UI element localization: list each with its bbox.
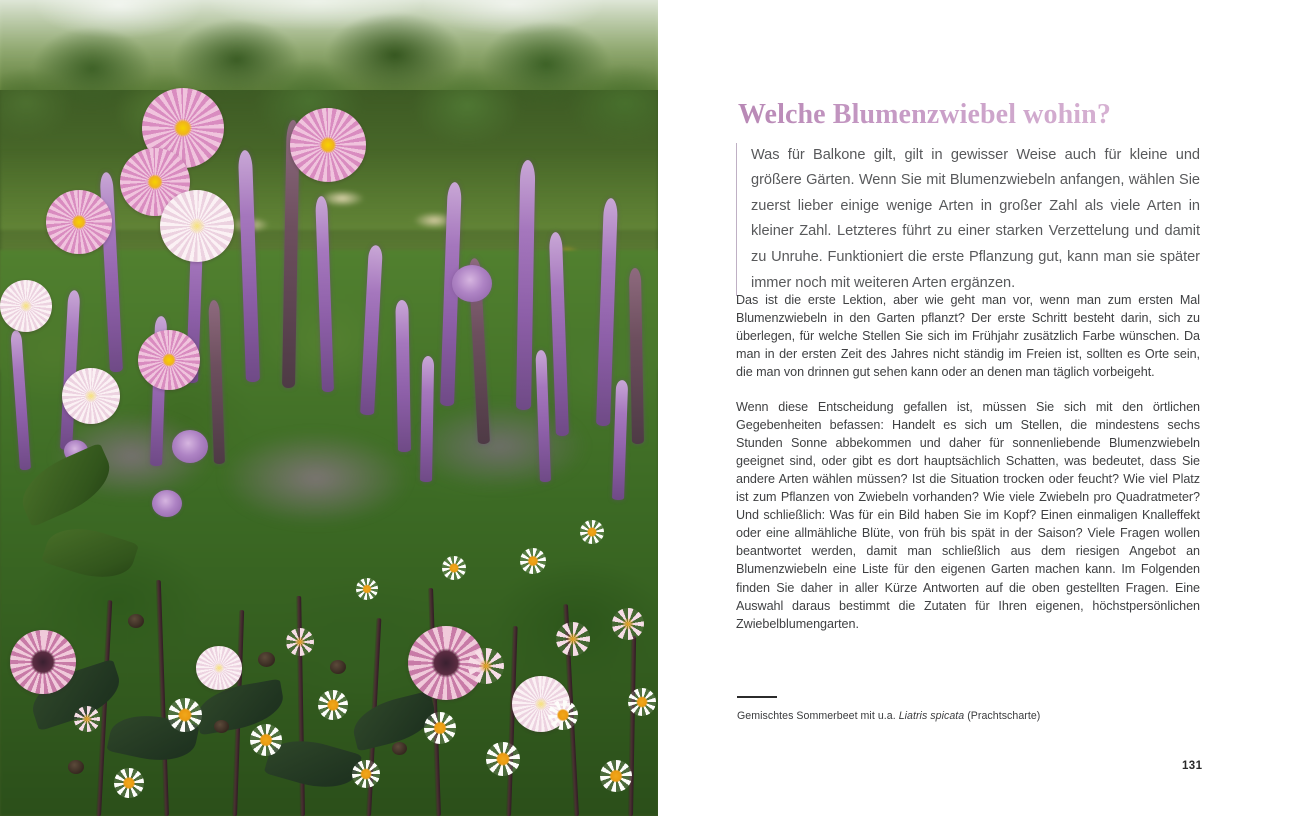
page-title: Welche Blumenzwiebel wohin? xyxy=(738,98,1111,130)
seed-head xyxy=(68,760,84,774)
gaura-flower xyxy=(352,760,380,788)
gaura-flower xyxy=(580,520,604,544)
dahlia-flower xyxy=(160,190,234,262)
gaura-flower xyxy=(74,706,100,732)
gaura-flower xyxy=(628,688,656,716)
gaura-flower xyxy=(486,742,520,776)
gaura-flower xyxy=(424,712,456,744)
seed-head xyxy=(330,660,346,674)
page-number: 131 xyxy=(1182,760,1203,772)
liatris-spike xyxy=(420,356,434,482)
dahlia-flower xyxy=(290,108,366,182)
gaura-flower xyxy=(548,700,578,730)
gaura-flower xyxy=(556,622,590,656)
allium-head xyxy=(452,265,492,302)
text-column xyxy=(736,0,1203,816)
intro-paragraph: Was für Balkone gilt, gilt in gewisser Weise auch für kleine und größere Gärten. Wenn Sie mit Blumenzwiebeln anfangen, wählen Sie zuerst lieber einige wenige Arten in großer Zahl als viele Arten in kleiner Zahl. Letzteres führt zu einer starken Verzettelung und damit zu Unruhe. Funktioniert die erste Pflanzung gut, kann man sie später immer noch mit weiteren Arten ergänzen. xyxy=(736,143,1200,297)
caption-suffix: (Prachtscharte) xyxy=(964,709,1041,722)
seed-head xyxy=(258,652,275,667)
dahlia-flower xyxy=(138,330,200,390)
gaura-flower xyxy=(612,608,644,640)
caption-species-name: Liatris spicata xyxy=(898,709,965,722)
body-paragraph-1: Das ist die erste Lektion, aber wie geht man vor, wenn man zum ersten Mal Blumenzwiebeln in den Garten pflanzt? Der erste Schritt besteht darin, sich zu überlegen, für welche Stellen Sie sich im Frühjahr zusätzlich Farbe wünschen. Da man in der ersten Zeit des Jahres nicht ständig im Freien ist, sollten es Orte sein, die man von drinnen gut sehen kann oder an denen man täglich vorbeigeht. xyxy=(736,292,1200,379)
gaura-flower xyxy=(356,578,378,600)
gaura-flower xyxy=(600,760,632,792)
gaura-flower xyxy=(114,768,144,798)
gaura-flower xyxy=(250,724,282,756)
figure-caption-block xyxy=(737,696,1201,724)
allium-head xyxy=(152,490,182,517)
gaura-flower xyxy=(468,648,504,684)
liatris-spike xyxy=(395,300,411,452)
caption-rule xyxy=(737,696,777,698)
dahlia-flower xyxy=(62,368,120,424)
dahlia-flower xyxy=(196,646,242,690)
allium-head xyxy=(172,430,208,463)
gaura-flower xyxy=(520,548,546,574)
figure-caption xyxy=(737,709,1201,724)
dahlia-flower xyxy=(46,190,112,254)
gaura-flower xyxy=(286,628,314,656)
gaura-flower xyxy=(318,690,348,720)
dahlia-flower xyxy=(0,280,52,332)
caption-prefix: Gemischtes Sommerbeet mit u.a. xyxy=(737,709,899,722)
dahlia-flower xyxy=(10,630,76,694)
seed-head xyxy=(214,720,229,733)
gaura-flower xyxy=(442,556,466,580)
gaura-flower xyxy=(168,698,202,732)
body-paragraph-2: Wenn diese Entscheidung gefallen ist, müssen Sie sich mit den örtlichen Gegebenheiten befassen: Handelt es sich um Stellen, die mindestens sechs Stunden Sonne abbekommen und daher für sonnenliebende Blumenzwiebeln geeignet sind, oder gibt es dort hauptsächlich Schatten, was bedeutet, dass Sie andere Arten wählen müssen? Ist die Situation trocken oder feucht? Wie viel Platz ist zum Pflanzen von Zwiebeln vorhanden? Wie viele Zwiebeln pro Quadratmeter? Und schließlich: Was für ein Bild haben Sie im Kopf? Einen einmaligen Knalleffekt oder eine allmähliche Blüte, von früh bis spät in der Saison? Viele Fragen wollen beantwortet werden, damit man schließlich aus dem riesigen Angebot an Blumenzwiebeln eine Liste für den eigenen Garten machen kann. Im Folgenden finden Sie daher in aller Kürze Antworten auf die oben gestellten Fragen. Eine Auswahl daraus bestimmt die Zutaten für Ihren eigenen, höchstpersönlichen Zwiebelblumengarten. xyxy=(736,399,1200,631)
seed-head xyxy=(392,742,407,755)
seed-head xyxy=(128,614,144,628)
